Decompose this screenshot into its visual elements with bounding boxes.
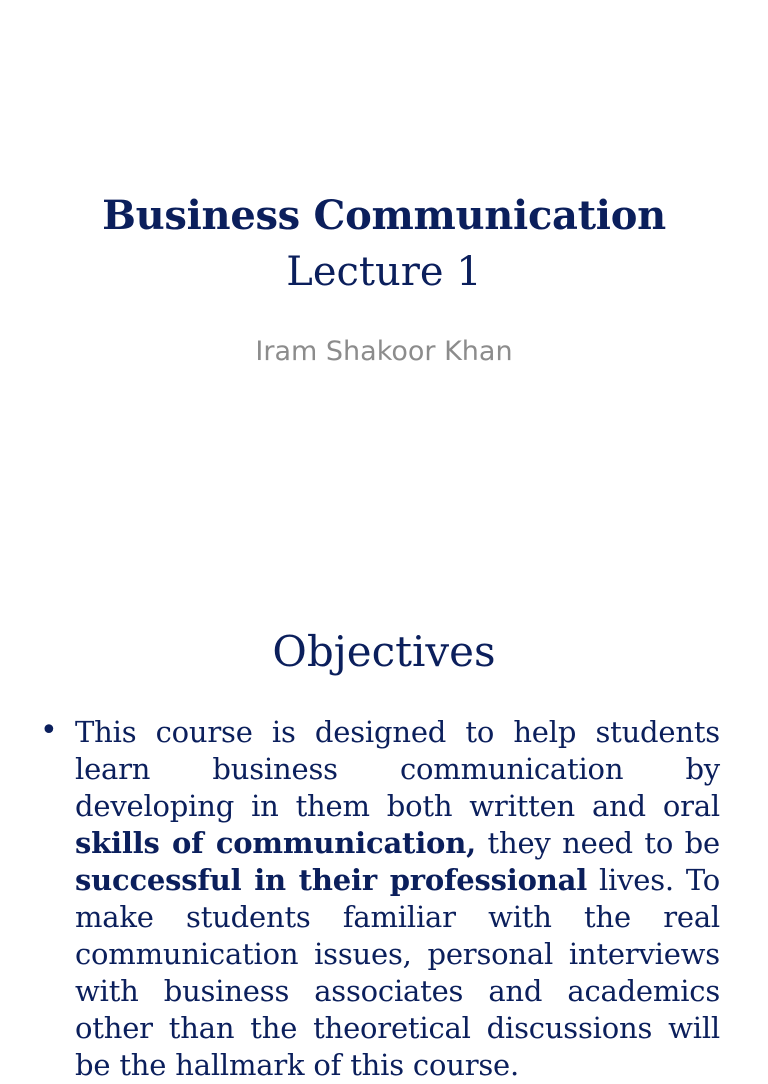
bullet-item bbox=[40, 714, 720, 1084]
bullet-bold-skills: skills of communication, bbox=[75, 826, 476, 860]
bullet-text bbox=[75, 714, 720, 1084]
bullet-text-part: they need to be bbox=[475, 826, 720, 860]
author-name: Iram Shakoor Khan bbox=[255, 336, 513, 367]
slide-subtitle: Lecture 1 bbox=[286, 249, 482, 295]
bullet-icon: • bbox=[40, 713, 58, 748]
bullet-text-part: This course is designed to help students learn business communication by developing in them both written and oral bbox=[75, 715, 720, 823]
slide-title: Business Communication bbox=[102, 192, 666, 239]
title-block bbox=[0, 190, 768, 300]
bullet-bold-successful: successful in their professional bbox=[75, 863, 588, 897]
objectives-heading: Objectives bbox=[272, 627, 496, 676]
objectives-slide bbox=[0, 576, 768, 1082]
bullet-text-part: lives. To make students familiar with the real communication issues, personal interviews with business associates and academics other than the theoretical discussions will be the hallmark of this course. bbox=[75, 863, 720, 1082]
